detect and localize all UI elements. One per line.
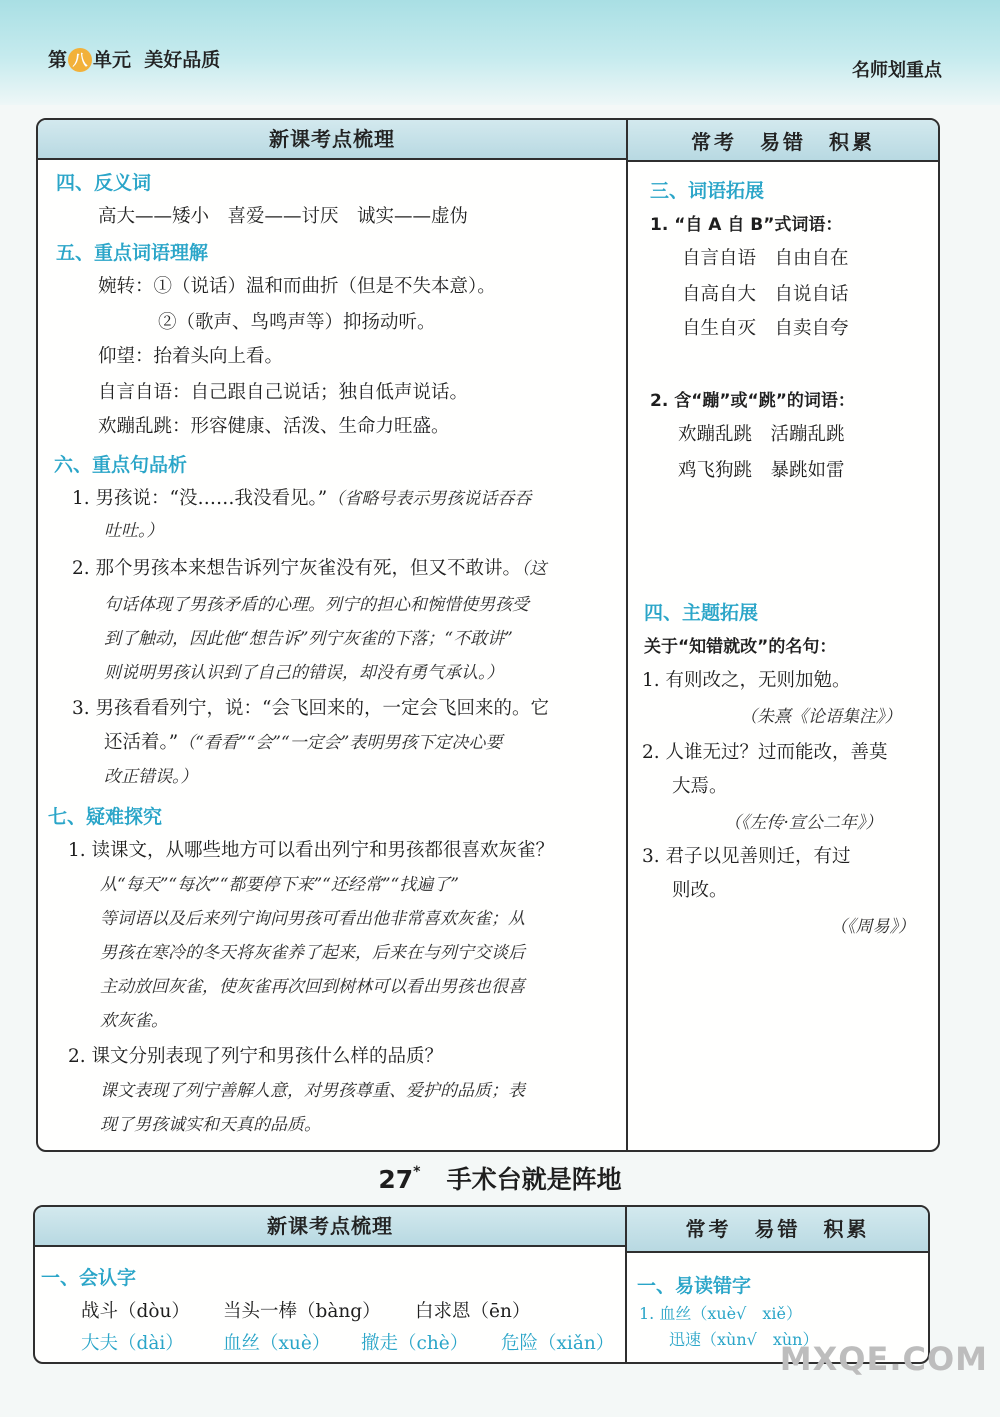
unit-number-badge: 八 [68, 48, 92, 72]
quote-1: 1. 有则改之，无则加勉。 [642, 670, 851, 691]
word-pattern-heading: 2. 含“蹦”或“跳”的词语： [650, 391, 855, 411]
explore-answer-1: 主动放回灰雀，使灰雀再次回到树林可以看出男孩也很喜 [100, 977, 525, 997]
sentence-1: 1. 男孩说：“没……我没看见。”（省略号表示男孩说话吞吞 [72, 488, 532, 509]
left-panel-header: 新课考点梳理 [35, 1207, 625, 1247]
section-explore-title: 七、疑难探究 [48, 806, 163, 828]
misread-item: 迅速（xùn√ xùn） [669, 1330, 819, 1349]
section-misread-title: 一、易读错字 [637, 1275, 752, 1297]
column-divider [626, 120, 628, 1150]
misread-item: 1. 血丝（xuè√ xiě） [639, 1304, 802, 1323]
quote-3: 则改。 [672, 880, 728, 901]
explore-question-2: 2. 课文分别表现了列宁和男孩什么样的品质？ [68, 1046, 444, 1067]
unit-title: 美好品质 [144, 49, 221, 71]
explore-answer-2: 现了男孩诚实和天真的品质。 [100, 1115, 321, 1135]
sentence-3: 还活着。”（“看看”“会”“一定会”表明男孩下定决心要 [104, 732, 503, 753]
pinyin-item: 战斗（dòu） [81, 1301, 190, 1322]
key-points-panel [36, 118, 940, 1152]
left-panel-header: 新课考点梳理 [38, 120, 626, 160]
vocab-line: 婉转：①（说话）温和而曲折（但是不失本意）。 [98, 276, 496, 297]
section-antonyms-title: 四、反义词 [56, 172, 152, 194]
vocab-line: ②（歌声、鸟鸣声等）抑扬动听。 [158, 312, 436, 333]
sentence-2: 2. 那个男孩本来想告诉列宁灰雀没有死，但又不敢讲。（这 [72, 558, 547, 579]
sentence-3-note: 改正错误。） [104, 767, 198, 787]
watermark: MXQE.COM [779, 1340, 988, 1378]
pinyin-item: 撤走（chè） [361, 1333, 469, 1354]
quote-3: 3. 君子以见善则迁，有过 [642, 846, 851, 867]
right-panel-header: 常考 易错 积累 [627, 1207, 928, 1253]
pinyin-item: 血丝（xuè） [223, 1333, 331, 1354]
explore-answer-1: 男孩在寒冷的冬天将灰雀养了起来，后来在与列宁交谈后 [100, 943, 525, 963]
sentence-3: 3. 男孩看看列宁，说：“会飞回来的，一定会飞回来的。它 [72, 698, 549, 719]
quote-1-source: （朱熹《论语集注》） [740, 707, 902, 727]
quote-3-source: （《周易》） [830, 917, 915, 937]
section-word-extension-title: 三、词语拓展 [650, 180, 765, 202]
section-sentences-title: 六、重点句品析 [54, 454, 188, 476]
lesson-name: 手术台就是阵地 [446, 1165, 622, 1194]
sentence-2-note: 则说明男孩认识到了自己的错误，却没有勇气承认。） [104, 663, 504, 683]
pinyin-item: 危险（xiǎn） [501, 1333, 615, 1354]
quote-2-source: （《左传·宣公二年》） [724, 813, 883, 833]
lesson-number: 27 [378, 1165, 414, 1194]
vocab-line: 欢蹦乱跳：形容健康、活泼、生命力旺盛。 [98, 416, 450, 437]
word-pair-row: 欢蹦乱跳 活蹦乱跳 [678, 424, 845, 445]
section-theme-title: 四、主题拓展 [644, 602, 759, 624]
unit-prefix: 第 [48, 49, 68, 71]
explore-answer-1: 从“每天”“每次”“都要停下来”“还经常”“找遍了” [100, 875, 459, 895]
word-pair-row: 鸡飞狗跳 暴跳如雷 [678, 460, 845, 481]
explore-question-1: 1. 读课文，从哪些地方可以看出列宁和男孩都很喜欢灰雀？ [68, 840, 555, 861]
section-recognize-title: 一、会认字 [41, 1267, 137, 1289]
pinyin-item: 大夫（dài） [81, 1333, 184, 1354]
lesson-mark: * [413, 1164, 421, 1180]
antonyms-line: 高大——矮小 喜爱——讨厌 诚实——虚伪 [98, 206, 469, 227]
quote-2: 2. 人谁无过？过而能改，善莫 [642, 742, 888, 763]
pinyin-item: 白求恩（ēn） [415, 1301, 531, 1322]
sentence-1-note: 吐吐。） [104, 521, 164, 541]
vocab-line: 自言自语：自己跟自己说话；独自低声说话。 [98, 382, 469, 403]
explore-answer-1: 等词语以及后来列宁询问男孩可看出他非常喜欢灰雀；从 [100, 909, 525, 929]
word-pattern-heading: 1. “自 A 自 B”式词语： [650, 215, 843, 235]
pinyin-item: 当头一棒（bàng） [223, 1301, 381, 1322]
section-vocab-title: 五、重点词语理解 [56, 242, 209, 264]
column-divider [625, 1207, 627, 1362]
sentence-2-note: 到了触动，因此他“想告诉”列宁灰雀的下落；“不敢讲” [104, 629, 513, 649]
quote-2: 大焉。 [672, 776, 728, 797]
word-pair-row: 自高自大 自说自话 [682, 284, 849, 305]
word-pair-row: 自言自语 自由自在 [682, 248, 849, 269]
right-panel-header: 常考 易错 积累 [628, 120, 938, 162]
quotes-intro: 关于“知错就改”的名句： [644, 637, 837, 657]
unit-suffix: 单元 [93, 49, 132, 71]
vocab-line: 仰望：抬着头向上看。 [98, 346, 284, 367]
sentence-2-note: 句话体现了男孩矛盾的心理。列宁的担心和惋惜使男孩受 [104, 595, 529, 615]
explore-answer-1: 欢灰雀。 [100, 1011, 168, 1031]
lesson-title [0, 1160, 1000, 1196]
word-pair-row: 自生自灭 自卖自夸 [682, 318, 849, 339]
explore-answer-2: 课文表现了列宁善解人意，对男孩尊重、爱护的品质；表 [100, 1081, 525, 1101]
unit-tag [48, 45, 220, 72]
brand-label: 名师划重点 [852, 60, 942, 81]
